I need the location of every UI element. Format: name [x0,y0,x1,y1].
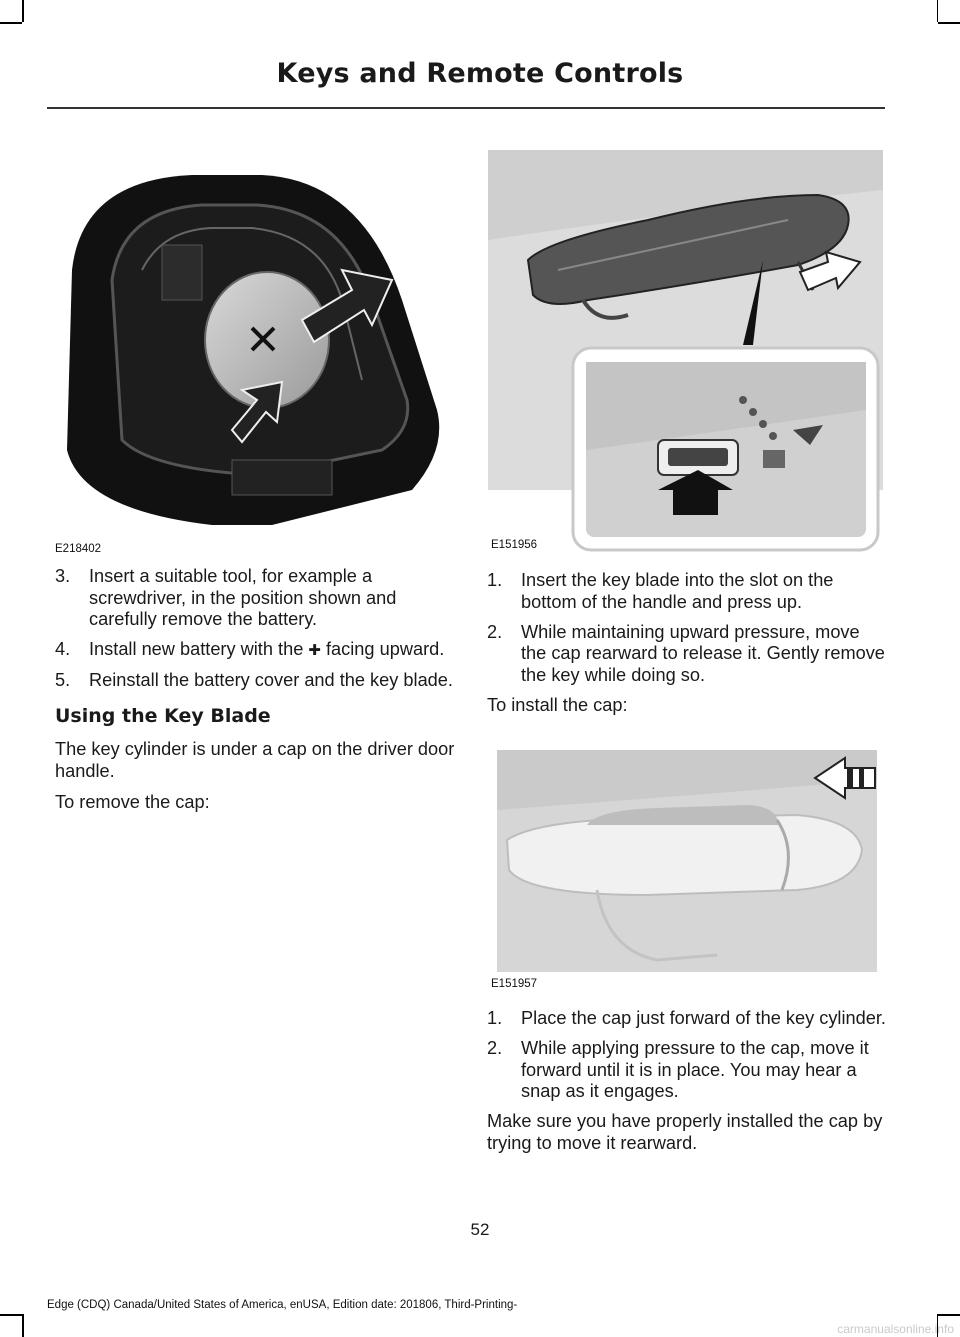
footer: Edge (CDQ) Canada/United States of America, enUSA, Edition date: 201806, Third-Printing- [47,1299,518,1311]
right-column-remove [487,570,887,726]
crop-mark [0,1314,22,1316]
crop-mark [938,1314,960,1316]
page-title: Keys and Remote Controls [276,58,684,89]
title-divider [47,107,885,109]
list-item [487,1008,887,1030]
watermark: carmanualsonline.info [837,1322,954,1336]
door-handle-cap-install-illustration [497,750,877,972]
list-item [487,1038,887,1103]
list-item [55,639,455,662]
paragraph: To remove the cap: [55,792,210,812]
paragraph: To install the cap: [487,694,628,715]
step-text: While maintaining upward pressure, move the cap rearward to release it. Gently remove the key while doing so. [521,621,885,685]
figure-code: E218402 [55,543,102,555]
cap-install-steps [487,1008,887,1103]
step-number: 1. [487,1008,503,1028]
step-text: Place the cap just forward of the key cylinder. [521,1008,886,1028]
crop-mark [22,0,24,22]
crop-mark [937,0,939,22]
step-number: 1. [487,570,503,590]
step-text: Reinstall the battery cover and the key blade. [89,670,453,690]
crop-mark [938,22,960,24]
step-text: Insert the key blade into the slot on the bottom of the handle and press up. [521,570,834,612]
step-text: While applying pressure to the cap, move it forward until it is in place. You may hear a snap as it engages. [521,1038,869,1101]
figure-code: E151957 [491,978,538,990]
step-text: Install new battery with the [89,639,309,659]
door-handle-cap-removal-illustration [488,150,883,555]
step-number: 2. [487,1038,503,1058]
battery-replacement-steps [55,566,455,692]
plus-symbol: ✚ [308,642,321,659]
paragraph: The key cylinder is under a cap on the driver door handle. [55,739,455,781]
list-item [487,570,887,613]
step-number: 5. [55,670,71,690]
step-text: facing upward. [320,639,445,659]
list-item [55,566,455,631]
left-column [55,566,455,824]
list-item [487,622,887,687]
key-fob-battery-illustration [42,150,452,530]
crop-mark [0,22,22,24]
step-text: Insert a suitable tool, for example a screwdriver, in the position shown and carefully remove the battery. [89,566,397,629]
crop-mark [22,1314,24,1337]
right-column-install [487,1008,887,1164]
step-number: 4. [55,639,71,659]
paragraph: Make sure you have properly installed the cap by trying to move it rearward. [487,1111,883,1153]
page-number: 52 [470,1220,490,1239]
step-number: 2. [487,621,503,642]
step-number: 3. [55,566,71,586]
list-item [55,670,455,692]
section-heading: Using the Key Blade [55,704,271,727]
figure-code: E151956 [491,539,538,551]
cap-removal-steps [487,570,887,686]
